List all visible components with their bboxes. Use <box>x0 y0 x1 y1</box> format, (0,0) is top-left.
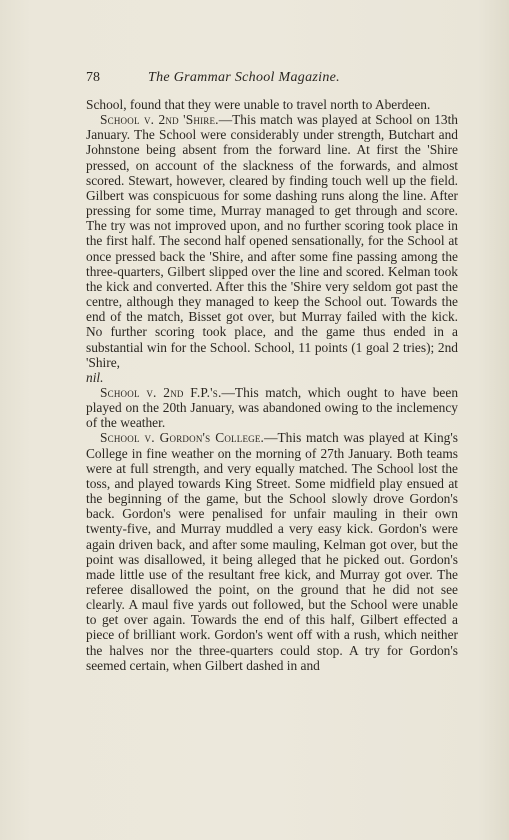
match-heading: School v. 2nd 'Shire. <box>100 112 219 128</box>
paragraph-continuation <box>86 97 458 112</box>
article-body <box>86 97 458 673</box>
paragraph-text: —This match was played at King's College in fine weather on the morning of 27th January. Both teams were at full strength, and very equally matched. The School lost the toss, and played towards King Street. Some midfield play ensued at the beginning of the game, but the School slowly drove Gordon's back. Gordon's were penalised for unfair mauling in their own twenty-five, and Murray muddled a very easy kick. Gordon's were again driven back, and after some mauling, Kelman got over, but the point was disallowed, it being alleged that he picked out. Gordon's made little use of the resultant free kick, and Murray got over. The referee disallowed the point, on the ground that he did not see clearly. A maul five yards out followed, but the School were unable to get over again. Towards the end of this half, Gilbert effected a piece of brilliant work. Gordon's went off with a rush, which neither the halves nor the three-quarters could stop. A try for Gordon's seemed certain, when Gilbert dashed in and <box>86 430 458 673</box>
page-number: 78 <box>86 70 100 85</box>
running-title: The Grammar School Magazine. <box>148 70 340 85</box>
paragraph-text: —This match was played at School on 13th January. The School were considerably under strength, Butchart and Johnstone being absent from the forward line. At first the 'Shire pressed, on account of the slackness of the forwards, and almost scored. Stewart, however, cleared by finding touch well up the field. Gilbert was conspicuous for some dashing runs along the line. After pressing for some time, Murray managed to get through and score. The try was not improved upon, and no further scoring took place in the first half. The second half opened sensationally, for the School at once pressed back the 'Shire, and after some fine passing among the three-quarters, Gilbert slipped over the line and scored. Kelman took the kick and converted. After this the 'Shire very seldom got past the centre, although they managed to keep the School out. Towards the end of the match, Bisset got over, but Murray failed with the kick. No further scoring took place, and the game thus ended in a substantial win for the School. School, 11 points (1 goal 2 tries); 2nd 'Shire, <box>86 112 458 370</box>
paragraph-match-report <box>86 385 458 430</box>
paragraph-text: School, found that they were unable to travel north to Aberdeen. <box>86 97 431 112</box>
paragraph-text: —This match, which ought to have been played on the 20th January, was abandoned owing to the inclemency of the weather. <box>86 384 459 431</box>
match-heading: School v. Gordon's College. <box>100 430 265 446</box>
paragraph-match-report <box>86 430 458 673</box>
score-italic: nil. <box>86 369 104 385</box>
paragraph-match-report <box>86 112 458 385</box>
page-header <box>86 70 458 90</box>
match-heading: School v. 2nd F.P.'s. <box>100 384 222 400</box>
